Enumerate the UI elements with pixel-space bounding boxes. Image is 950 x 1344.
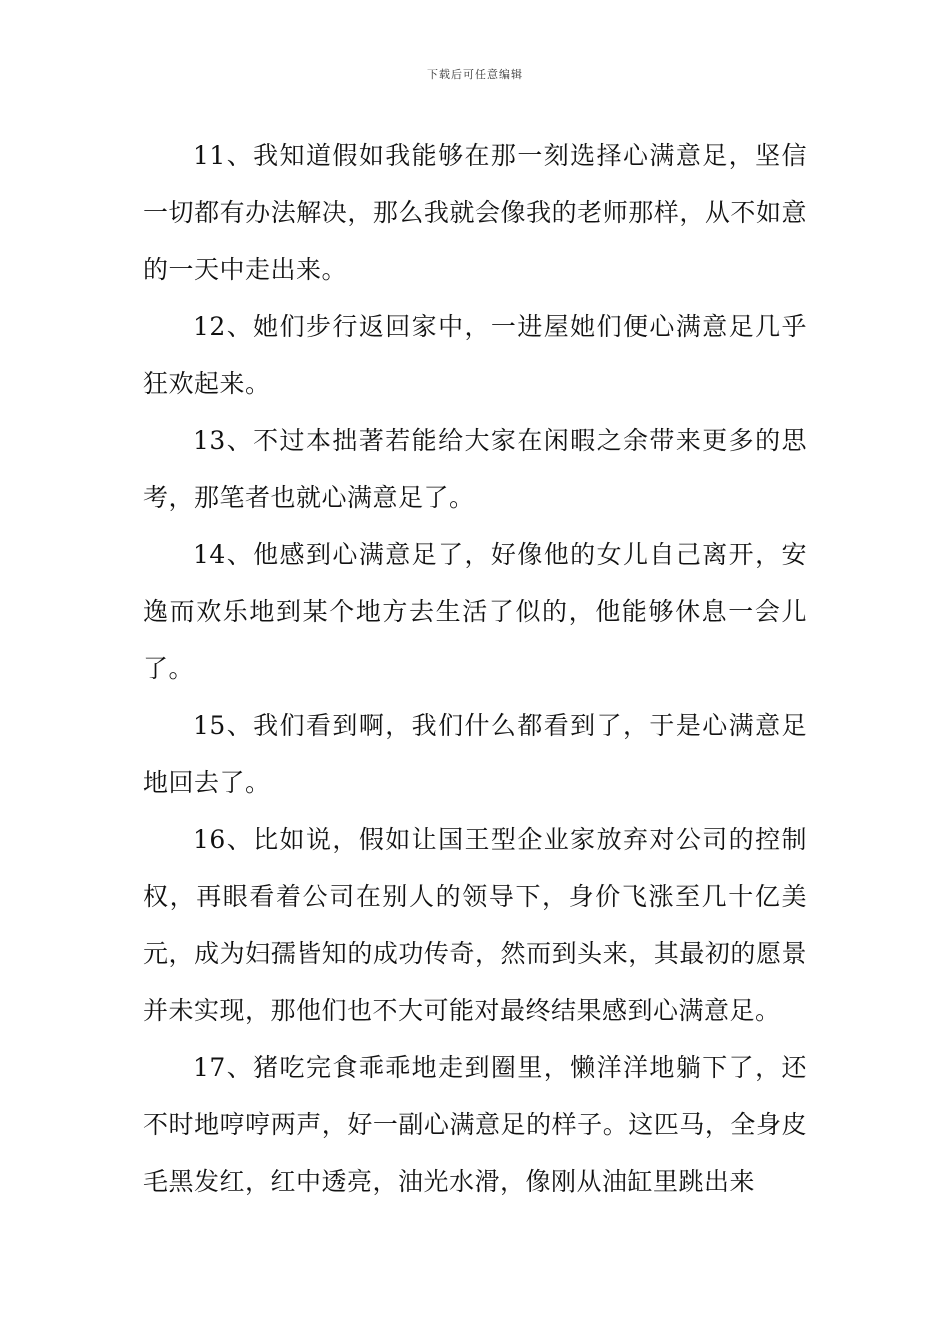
paragraph-16: 16、比如说，假如让国王型企业家放弃对公司的控制权，再眼看着公司在别人的领导下，身价飞涨至几十亿美元，成为妇孺皆知的成功传奇，然而到头来，其最初的愿景并未实现，那他们也不大可能对最终结果感到心满意足。 [143, 825, 807, 1025]
paragraph-17: 17、猪吃完食乖乖地走到圈里，懒洋洋地躺下了，还不时地哼哼两声，好一副心满意足的样子。这匹马，全身皮毛黑发红，红中透亮，油光水滑，像刚从油缸里跳出来 [143, 1053, 807, 1196]
paragraph-14: 14、他感到心满意足了，好像他的女儿自己离开，安逸而欢乐地到某个地方去生活了似的，他能够休息一会儿了。 [143, 540, 807, 683]
document-body [143, 127, 807, 1210]
paragraph-15: 15、我们看到啊，我们什么都看到了，于是心满意足地回去了。 [143, 711, 807, 797]
header-note: 下载后可任意编辑 [427, 68, 523, 81]
paragraph-13: 13、不过本拙著若能给大家在闲暇之余带来更多的思考，那笔者也就心满意足了。 [143, 426, 807, 512]
paragraph-12: 12、她们步行返回家中，一进屋她们便心满意足几乎狂欢起来。 [143, 312, 807, 398]
paragraph-11: 11、我知道假如我能够在那一刻选择心满意足，坚信一切都有办法解决，那么我就会像我的老师那样，从不如意的一天中走出来。 [143, 141, 807, 284]
